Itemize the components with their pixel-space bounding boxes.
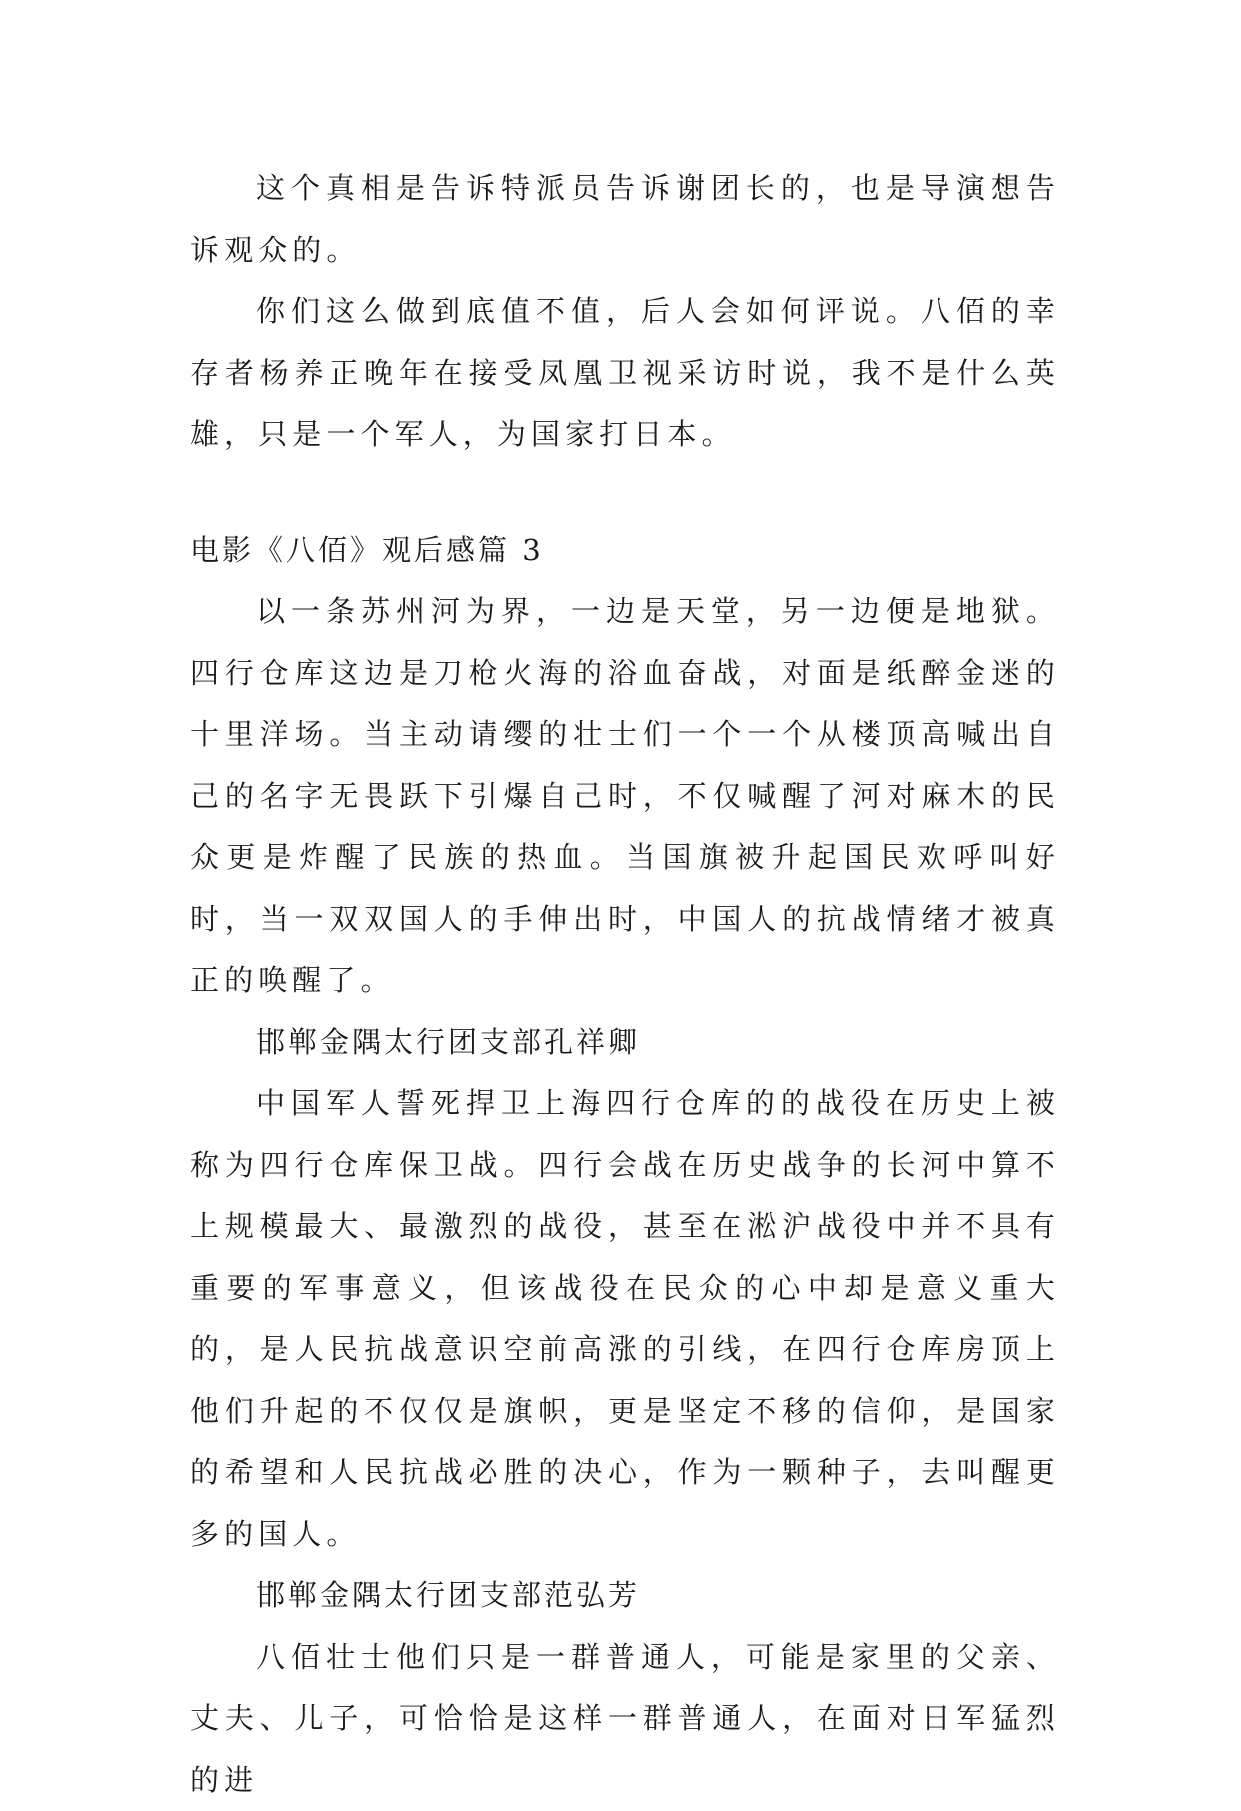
body-paragraph: 中国军人誓死捍卫上海四行仓库的的战役在历史上被称为四行仓库保卫战。四行会战在历史战争的长河中算不上规模最大、最激烈的战役，甚至在淞沪战役中并不具有重要的军事意义，但该战役在民众的心中却是意义重大的，是人民抗战意识空前高涨的引线，在四行仓库房顶上他们升起的不仅仅是旗帜，更是坚定不移的信仰，是国家的希望和人民抗战必胜的决心，作为一颗种子，去叫醒更多的国人。 — [190, 1073, 1060, 1565]
author-signature: 邯郸金隅太行团支部孔祥卿 — [190, 1012, 1060, 1074]
section-heading: 电影《八佰》观后感篇 3 — [190, 520, 1060, 582]
body-paragraph: 以一条苏州河为界，一边是天堂，另一边便是地狱。四行仓库这边是刀枪火海的浴血奋战，对面是纸醉金迷的十里洋场。当主动请缨的壮士们一个一个从楼顶高喊出自己的名字无畏跃下引爆自己时，不仅喊醒了河对麻木的民众更是炸醒了民族的热血。当国旗被升起国民欢呼叫好时，当一双双国人的手伸出时，中国人的抗战情绪才被真正的唤醒了。 — [190, 581, 1060, 1012]
body-paragraph: 你们这么做到底值不值，后人会如何评说。八佰的幸存者杨养正晚年在接受凤凰卫视采访时说，我不是什么英雄，只是一个军人，为国家打日本。 — [190, 281, 1060, 466]
body-paragraph: 这个真相是告诉特派员告诉谢团长的，也是导演想告诉观众的。 — [190, 158, 1060, 281]
body-paragraph: 八佰壮士他们只是一群普通人，可能是家里的父亲、丈夫、儿子，可恰恰是这样一群普通人，在面对日军猛烈的进 — [190, 1627, 1060, 1811]
document-page — [190, 158, 1060, 1811]
author-signature: 邯郸金隅太行团支部范弘芳 — [190, 1565, 1060, 1627]
